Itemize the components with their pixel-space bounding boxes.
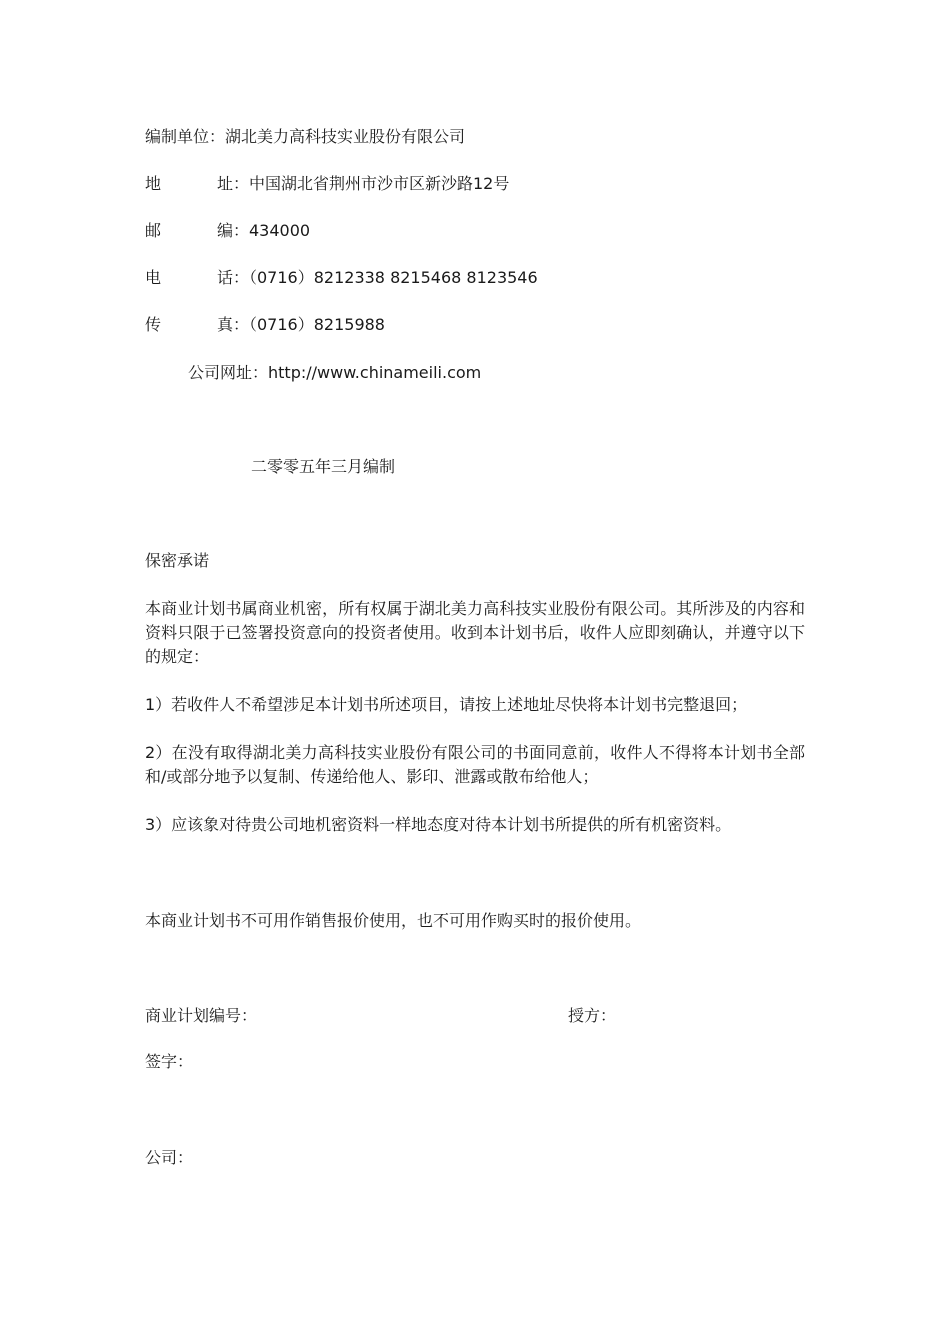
website-line: 公司网址：http://www.chinameili.com bbox=[188, 363, 482, 382]
address-label: 地 bbox=[145, 174, 162, 193]
fax-line bbox=[145, 313, 385, 337]
confidentiality-item-2: 2）在没有取得湖北美力高科技实业股份有限公司的书面同意前，收件人不得将本计划书全部和/或部分地予以复制、传递给他人、影印、泄露或散布给他人； bbox=[145, 743, 805, 786]
postcode-value: 编：434000 bbox=[217, 221, 311, 240]
signature-label: 签字： bbox=[145, 1052, 194, 1071]
pricing-note: 本商业计划书不可用作销售报价使用，也不可用作购买时的报价使用。 bbox=[145, 911, 642, 930]
address-value: 址：中国湖北省荆州市沙市区新沙路12号 bbox=[217, 174, 510, 193]
confidentiality-title: 保密承诺 bbox=[145, 551, 210, 570]
postcode-line bbox=[145, 219, 310, 243]
phone-line bbox=[145, 266, 538, 290]
grantee-label: 授方： bbox=[568, 1006, 617, 1025]
compile-date: 二零零五年三月编制 bbox=[251, 457, 396, 476]
phone-label: 电 bbox=[145, 268, 162, 287]
fax-label: 传 bbox=[145, 315, 162, 334]
phone-value: 话：（0716）8212338 8215468 8123546 bbox=[217, 268, 538, 287]
company-label: 公司： bbox=[145, 1148, 194, 1167]
plan-number-label: 商业计划编号： bbox=[145, 1006, 258, 1025]
compiler-unit: 编制单位：湖北美力高科技实业股份有限公司 bbox=[145, 127, 466, 146]
fax-value: 真：（0716）8215988 bbox=[217, 315, 385, 334]
postcode-label: 邮 bbox=[145, 221, 162, 240]
address-line bbox=[145, 172, 509, 196]
confidentiality-intro: 本商业计划书属商业机密，所有权属于湖北美力高科技实业股份有限公司。其所涉及的内容和资料只限于已签署投资意向的投资者使用。收到本计划书后，收件人应即刻确认，并遵守以下的规定： bbox=[145, 599, 805, 666]
confidentiality-item-3: 3）应该象对待贵公司地机密资料一样地态度对待本计划书所提供的所有机密资料。 bbox=[145, 815, 732, 834]
confidentiality-item-1: 1）若收件人不希望涉足本计划书所述项目，请按上述地址尽快将本计划书完整退回； bbox=[145, 695, 748, 714]
